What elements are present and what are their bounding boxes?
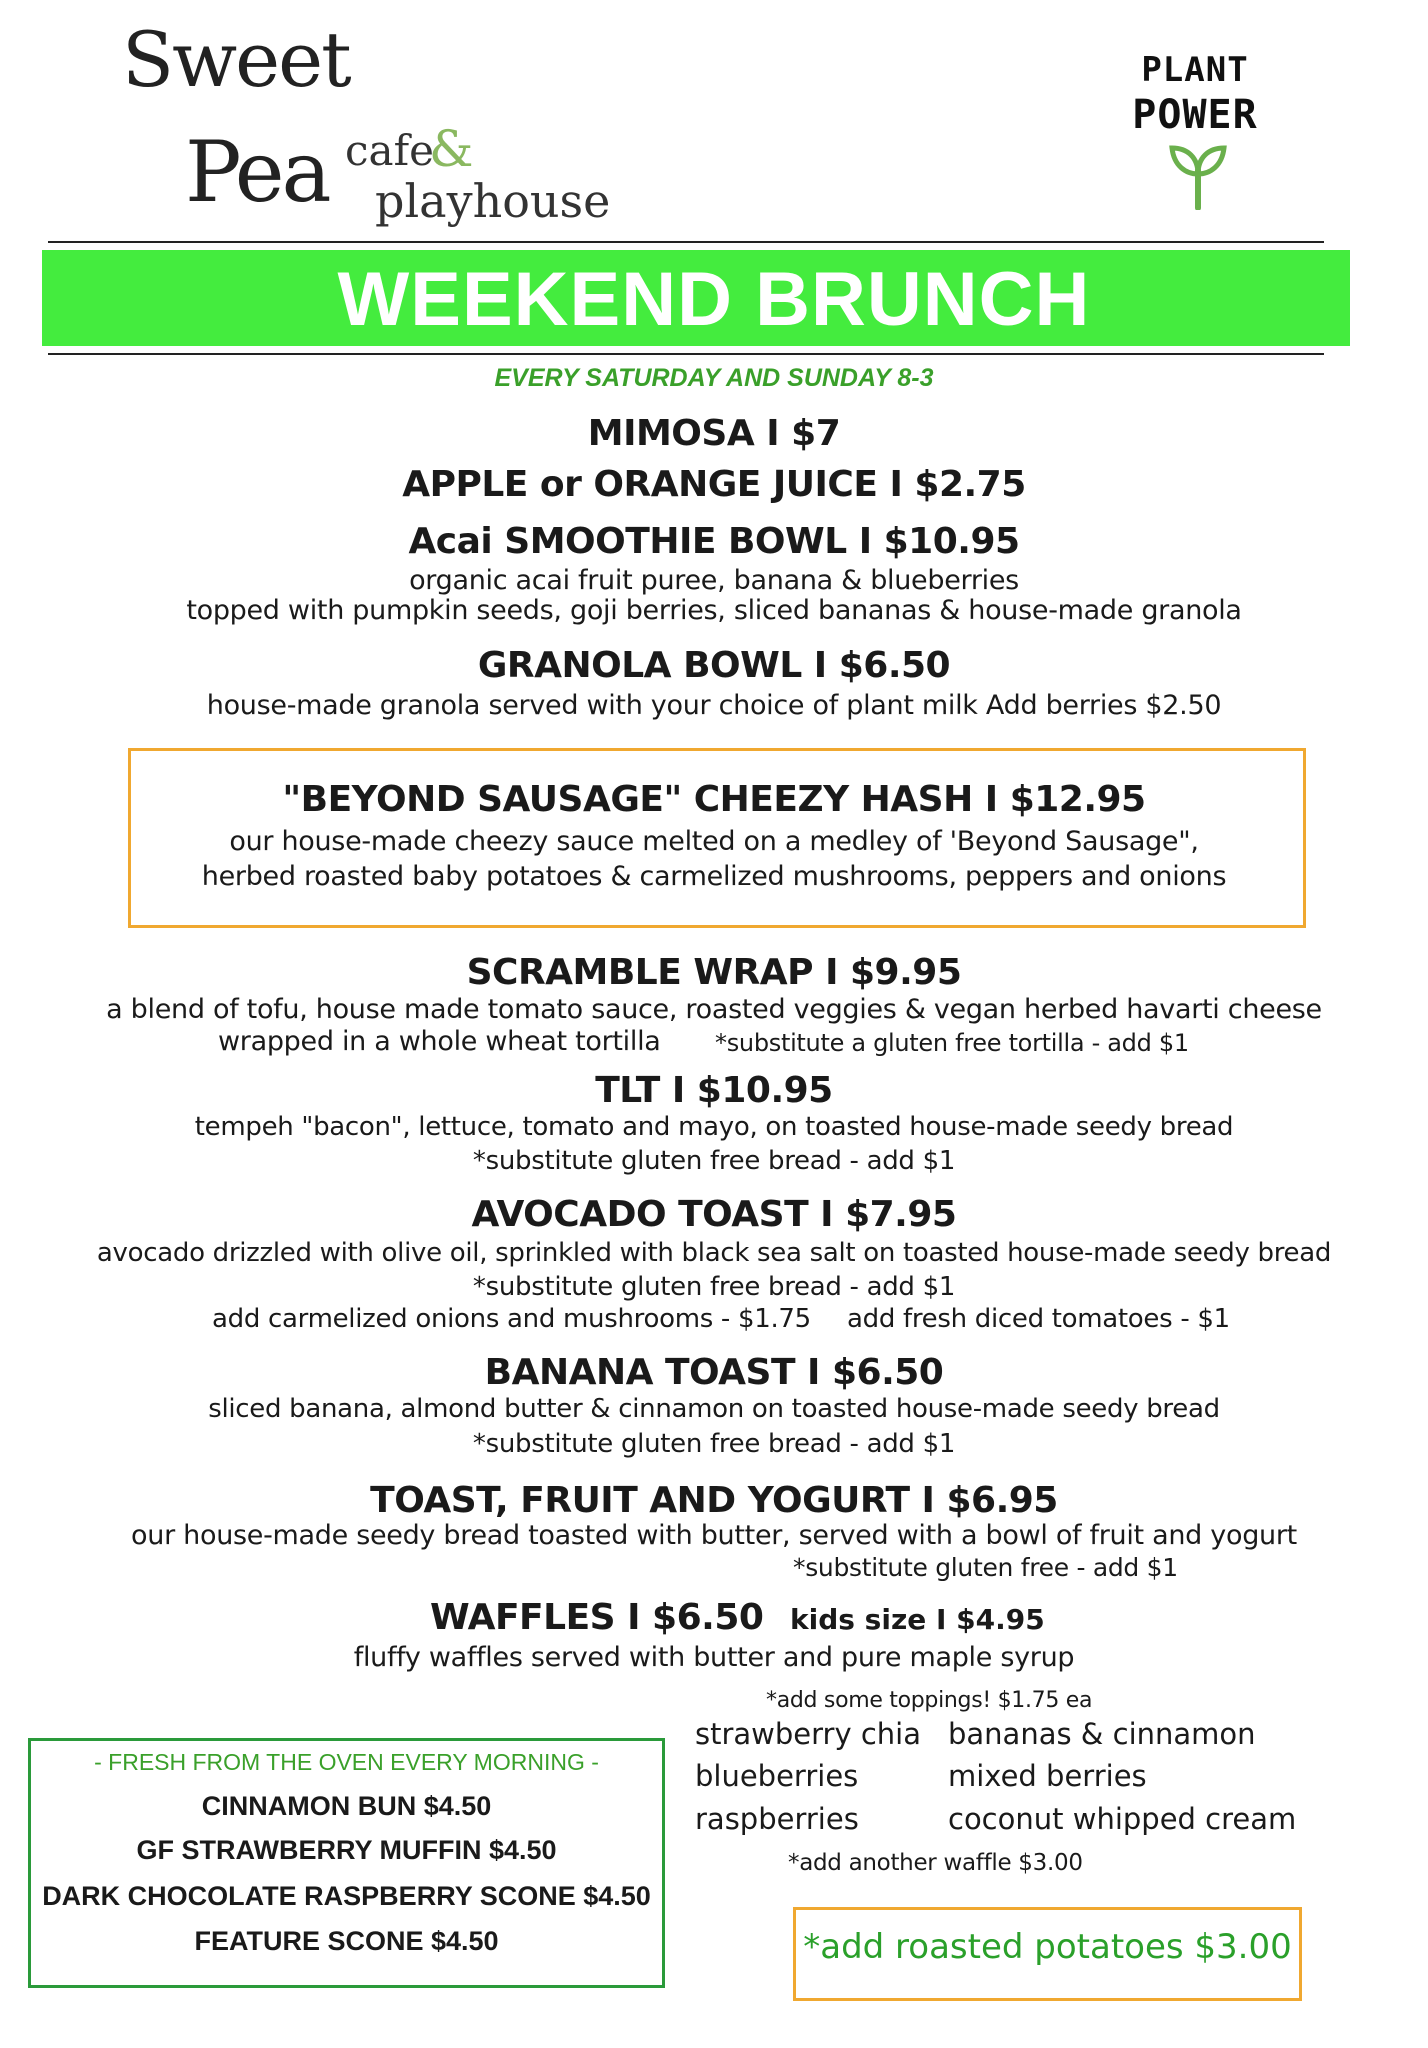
plant-power-line1: PLANT: [1141, 50, 1249, 90]
tlt-desc-1: tempeh "bacon", lettuce, tomato and mayo, on toasted house-made seedy bread: [194, 1112, 1234, 1142]
hash-desc-1: our house-made cheezy sauce melted on a medley of 'Beyond Sausage",: [229, 826, 1199, 857]
waffles-desc: fluffy waffles served with butter and pure maple syrup: [353, 1642, 1075, 1673]
topping-item: strawberry chia: [695, 1717, 922, 1751]
logo-pea: Pea: [185, 123, 329, 221]
granola-title: GRANOLA BOWL I $6.50: [477, 645, 951, 686]
avocado-desc-1: avocado drizzled with olive oil, sprinkled with black sea salt on toasted house-made seedy bread: [96, 1238, 1332, 1268]
bakery-item: FEATURE SCONE $4.50: [194, 1926, 499, 1956]
bakery-item: GF STRAWBERRY MUFFIN $4.50: [136, 1835, 557, 1865]
acai-title: Acai SMOOTHIE BOWL I $10.95: [408, 521, 1020, 562]
wrap-desc-2: wrapped in a whole wheat tortilla: [218, 1026, 661, 1057]
logo-sweet: Sweet: [122, 15, 350, 104]
tfy-title: TOAST, FRUIT AND YOGURT I $6.95: [370, 1480, 1058, 1521]
another-waffle-note: *add another waffle $3.00: [788, 1850, 1083, 1876]
avocado-desc-2: *substitute gluten free bread - add $1: [472, 1272, 956, 1302]
toppings-note: *add some toppings! $1.75 ea: [766, 1688, 1093, 1713]
topping-item: bananas & cinnamon: [948, 1717, 1256, 1751]
bakery-item: DARK CHOCOLATE RASPBERRY SCONE $4.50: [42, 1881, 651, 1911]
plant-power-line2: POWER: [1132, 92, 1258, 138]
divider-top: [48, 241, 1324, 243]
logo-playhouse: playhouse: [375, 174, 611, 228]
sprout-icon: [1168, 140, 1228, 210]
waffles-kids: kids size I $4.95: [790, 1603, 1045, 1636]
avocado-title: AVOCADO TOAST I $7.95: [471, 1194, 957, 1235]
topping-item: mixed berries: [948, 1759, 1147, 1793]
avocado-addon-2: add fresh diced tomatoes - $1: [847, 1304, 1230, 1334]
mimosa-title: MIMOSA I $7: [587, 413, 841, 454]
tlt-title: TLT I $10.95: [595, 1070, 833, 1111]
topping-item: raspberries: [695, 1802, 859, 1836]
topping-item: coconut whipped cream: [948, 1802, 1297, 1836]
bakery-header: - FRESH FROM THE OVEN EVERY MORNING -: [94, 1749, 599, 1775]
wrap-substitute-note: *substitute a gluten free tortilla - add $1: [715, 1029, 1189, 1057]
avocado-addon-1: add carmelized onions and mushrooms - $1.75: [212, 1304, 811, 1334]
bakery-item: CINNAMON BUN $4.50: [201, 1791, 492, 1821]
acai-desc-1: organic acai fruit puree, banana & blueberries: [409, 565, 1019, 596]
tfy-desc-1: our house-made seedy bread toasted with butter, served with a bowl of fruit and yogurt: [131, 1520, 1297, 1551]
potatoes-addon: *add roasted potatoes $3.00: [803, 1927, 1292, 1967]
juice-title: APPLE or ORANGE JUICE I $2.75: [402, 464, 1026, 505]
hours-subtitle: EVERY SATURDAY AND SUNDAY 8-3: [494, 364, 934, 392]
topping-item: blueberries: [695, 1759, 859, 1793]
tfy-substitute-note: *substitute gluten free - add $1: [793, 1553, 1178, 1582]
page-title: WEEKEND BRUNCH: [337, 257, 1091, 342]
acai-desc-2: topped with pumpkin seeds, goji berries, sliced bananas & house-made granola: [186, 595, 1242, 626]
wrap-desc-1: a blend of tofu, house made tomato sauce, roasted veggies & vegan herbed havarti cheese: [106, 994, 1322, 1025]
wrap-title: SCRAMBLE WRAP I $9.95: [466, 952, 962, 993]
tlt-desc-2: *substitute gluten free bread - add $1: [472, 1146, 956, 1176]
hash-title: "BEYOND SAUSAGE" CHEEZY HASH I $12.95: [282, 779, 1146, 820]
banana-desc-1: sliced banana, almond butter & cinnamon on toasted house-made seedy bread: [208, 1394, 1220, 1424]
waffles-title: WAFFLES I $6.50: [430, 1597, 764, 1638]
banana-title: BANANA TOAST I $6.50: [484, 1352, 944, 1393]
logo-cafe: cafe: [345, 126, 434, 175]
logo-ampersand: &: [429, 120, 474, 178]
banana-desc-2: *substitute gluten free bread - add $1: [472, 1429, 956, 1459]
granola-desc: house-made granola served with your choice of plant milk Add berries $2.50: [206, 690, 1222, 721]
hash-desc-2: herbed roasted baby potatoes & carmelized mushrooms, peppers and onions: [201, 861, 1227, 892]
divider-bottom: [48, 353, 1324, 355]
